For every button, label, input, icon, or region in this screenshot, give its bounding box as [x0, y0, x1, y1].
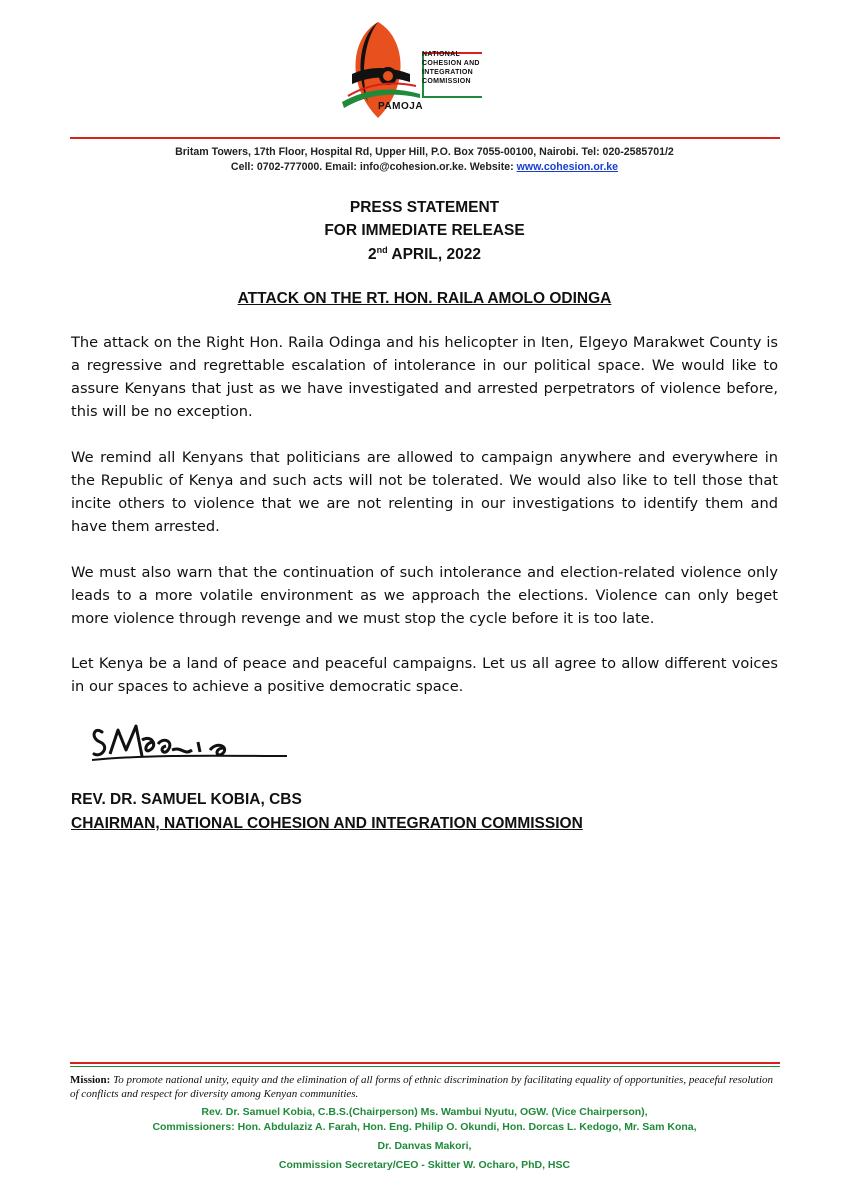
signatory-name: REV. DR. SAMUEL KOBIA, CBS — [71, 791, 302, 808]
body-paragraph: Let Kenya be a land of peace and peaceful campaigns. Let us all agree to allow different voices in our spaces to achieve a positive democratic space. — [71, 655, 778, 695]
body-paragraph: The attack on the Right Hon. Raila Odinga and his helicopter in Iten, Elgeyo Marakwet County is a regressive and regrettable escalation of intolerance in our political space. We would like to assure Kenyans that just as we have investigated and arrested perpetrators of violence before, this will be no exception. — [71, 334, 778, 420]
body-paragraph: We remind all Kenyans that politicians are allowed to campaign anywhere and everywhere in the Republic of Kenya and such acts will not be tolerated. We would also like to tell those that incite others to violence that we are not relenting in our investigations to identify them and have them arrested. — [71, 449, 778, 535]
date-day: 2 — [368, 246, 377, 263]
footer-chairpersons: Rev. Dr. Samuel Kobia, C.B.S.(Chairperson) Ms. Wambui Nyutu, OGW. (Vice Chairperson), — [201, 1106, 648, 1118]
date-rest: APRIL, 2022 — [387, 246, 481, 263]
contact-line — [0, 161, 849, 173]
release-heading: FOR IMMEDIATE RELEASE — [324, 222, 525, 239]
footer-commissioners: Commissioners: Hon. Abdulaziz A. Farah, Hon. Eng. Philip O. Okundi, Hon. Dorcas L. Kedogo, Mr. Sam Kona, — [152, 1121, 697, 1133]
logo-line: INTEGRATION — [422, 69, 474, 76]
contact-details: Cell: 0702-777000. Email: info@cohesion.or.ke. Website: — [230, 161, 517, 173]
logo-wordmark — [422, 50, 480, 86]
body-paragraph: We must also warn that the continuation of such intolerance and election-related violence only leads to a more volatile environment as we approach the elections. Violence can only beget more violence through revenge and we must stop the cycle before it is too late. — [71, 564, 778, 627]
footer-ceo: Commission Secretary/CEO - Skitter W. Ocharo, PhD, HSC — [278, 1159, 571, 1171]
logo-line: COMMISSION — [422, 78, 471, 85]
mission-text: To promote national unity, equity and the elimination of all forms of ethnic discrimination by facilitating equality of opportunities, peaceful resolution of conflicts and respect for diversity among Kenyan communities. — [70, 1074, 774, 1100]
mission-statement — [70, 1073, 780, 1101]
logo-motto: PAMOJA — [378, 101, 424, 112]
logo-line: NATIONAL — [422, 51, 461, 58]
press-statement-heading: PRESS STATEMENT — [349, 199, 500, 216]
logo-line: COHESION AND — [422, 60, 480, 67]
signatory-position: CHAIRMAN, NATIONAL COHESION AND INTEGRATION COMMISSION — [71, 815, 583, 832]
date-suffix: nd — [376, 245, 388, 255]
header-divider — [70, 137, 780, 139]
footer-divider-green — [70, 1066, 780, 1067]
release-date — [0, 245, 849, 264]
address-line: Britam Towers, 17th Floor, Hospital Rd, Upper Hill, P.O. Box 7055-00100, Nairobi. Tel: 020-2585701/2 — [175, 146, 674, 158]
footer-divider-red — [70, 1062, 780, 1064]
website-link[interactable]: www.cohesion.or.ke — [516, 161, 619, 173]
statement-title: ATTACK ON THE RT. HON. RAILA AMOLO ODINGA — [237, 290, 612, 307]
footer-commissioners-cont: Dr. Danvas Makori, — [377, 1140, 472, 1152]
handwritten-signature — [92, 712, 292, 772]
mission-label: Mission: — [70, 1074, 111, 1086]
